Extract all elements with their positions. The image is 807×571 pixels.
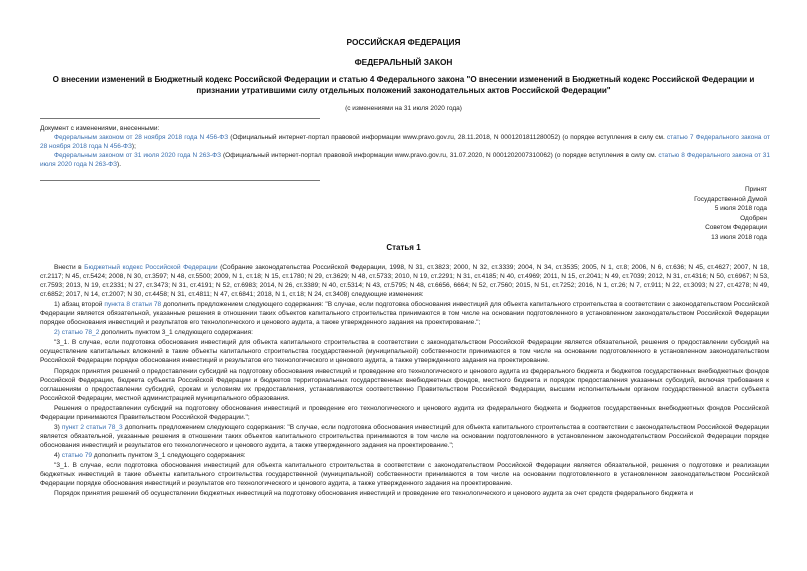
article-78-3-link[interactable]: пункт 2 статьи 78_3 xyxy=(61,423,123,431)
paragraph xyxy=(40,423,769,450)
amendment-link-456fz-art7[interactable]: статью 7 Федерального закона от 28 ноября 2018 года N 456-ФЗ xyxy=(40,134,770,150)
amendment-text: (Официальный интернет-портал правовой информации www.pravo.gov.ru, 31.07.2020, N 0001202007310062) (о порядке вступления в силу см. xyxy=(221,152,659,159)
amendment-link-263fz-art8[interactable]: статью 8 Федерального закона от 31 июля 2020 года N 263-ФЗ xyxy=(40,152,770,168)
edition-note: (с изменениями на 31 июля 2020 года) xyxy=(345,105,462,112)
paragraph: Порядок принятия решений об осуществлении бюджетных инвестиций на подготовку обоснования инвестиций и проведение его технологического и ценового аудита за счет средств федерального бюджета и xyxy=(54,490,694,498)
article-body xyxy=(40,263,769,499)
amendment-end: ). xyxy=(117,161,122,168)
paragraph xyxy=(40,451,769,460)
amendment-link-456fz[interactable]: Федеральным законом от 28 ноября 2018 года N 456-ФЗ xyxy=(54,134,229,141)
paragraph: Решения о предоставлении субсидий на подготовку обоснования инвестиций и проведение его технологического и ценового аудита из федерального бюджета и бюджетов государственных внебюджетных фондов Российской Федерации принимаются Правительством Российской Федерации."; xyxy=(40,404,769,421)
amendment-link-263fz[interactable]: Федеральным законом от 31 июля 2020 года N 263-ФЗ xyxy=(54,152,222,159)
paragraph-text: дополнить пунктом 3_1 следующего содержания: xyxy=(92,451,246,459)
law-type-heading: ФЕДЕРАЛЬНЫЙ ЗАКОН xyxy=(354,57,453,67)
amendments-block xyxy=(40,124,770,169)
paragraph-text: (Собрание законодательства Российской Федерации, 1998, N 31, ст.3823; 2000, N 32, ст.3339; 2004, N 34, ст.3535; 2005, N 1, ст.8; 2006, N 6, ст.636; N 45, ст.4627; 2007, N 18, ст.2117; N 45, ст.5424; 2008, N 30, ст.3597; N 48, ст.5500; 2009, N 1, ст.18; N 15, ст.1780; N 29, ст.3629; N 48, ст.5733; 2010, N 19, ст.2291; N 31, ст.4185; N 40, ст.4969; 2011, N 15, ст.2041; N 49, ст.7039; 2012, N 31, ст.4316; N 50, ст.6967; N 53, ст.7593; 2013, N 19, ст.2331; N 27, ст.3473; N 31, ст.4191; N 52, ст.6983; 2014, N 26, ст.3389; N 40, ст.5314; N 43, ст.5795; N 48, ст.6656, 6664; N 52, ст.7560; 2015, N 51, ст.7252; 2016, N 1, ст.26; N 7, ст.911; N 22, ст.3093; N 27, ст.4278; N 49, ст.6852; 2017, N 14, ст.2007; N 30, ст.4458; N 31, ст.4811; N 47, ст.6841; 2018, N 1, ст.18; N 24, ст.3408) следующие изменения: xyxy=(40,264,770,299)
paragraph-text: дополнить пунктом 3_1 следующего содержания: xyxy=(99,329,253,337)
paragraph: "3_1. В случае, если подготовка обоснования инвестиций для объекта капитального строительства в соответствии с законодательством Российской Федерации является обязательной, решения о подготовке и реализации бюджетных инвестиций в такие объекты капитального строительства государственной (муниципальной) собственности принимаются в том числе на основании подготовленного в установленном законодательством Российской Федерации порядке обоснования инвестиций и результатов его технологического и ценового аудита, а также утвержденного задания на проектирование. xyxy=(40,461,769,488)
paragraph xyxy=(40,328,769,337)
adoption-line: 5 июля 2018 года xyxy=(714,205,767,212)
adoption-line: Советом Федерации xyxy=(705,224,767,231)
law-title: О внесении изменений в Бюджетный кодекс Российской Федерации и статью 4 Федерального закона "О внесении изменений в Бюджетный кодекс Российской Федерации и признании утратившими силу отдельных положений законодательных актов Российской Федерации" xyxy=(52,75,755,95)
paragraph-text: 1) абзац второй xyxy=(54,301,105,309)
amendment-item-1 xyxy=(40,133,770,151)
paragraph xyxy=(40,263,769,299)
paragraph-text: Внести в xyxy=(54,264,85,271)
amendments-intro: Документ с изменениями, внесенными: xyxy=(40,125,160,132)
paragraph-text: 3) xyxy=(54,423,62,431)
adoption-line: Государственной Думой xyxy=(694,195,767,203)
adoption-line: 13 июля 2018 года xyxy=(711,233,767,241)
adoption-line: Принят xyxy=(744,186,767,193)
amendment-end: ); xyxy=(131,143,136,150)
paragraph: Порядок принятия решений о предоставлении субсидий на подготовку обоснования инвестиций и проведение его технологического и ценового аудита из федерального бюджета и бюджетов государственных внебюджетных фондов Российской Федерации, бюджета субъекта Российской Федерации и бюджетов территориальных государственных внебюджетных фондов, местного бюджета и порядок предоставления указанных субсидий, включая требования к соглашениям о предоставлении субсидий, срокам и условиям их предоставления, устанавливаются соответственно Правительством Российской Федерации, высшим исполнительным органом государственной власти субъекта Российской Федерации, местной администрацией муниципального образования. xyxy=(40,367,769,402)
paragraph-text: 4) xyxy=(54,451,62,459)
article-heading: Статья 1 xyxy=(386,243,421,252)
paragraph: "3_1. В случае, если подготовка обоснования инвестиций для объекта капитального строительства в соответствии с законодательством Российской Федерации является обязательной, решения о предоставлении субсидий на осуществление капитальных вложений в такие объекты капитального строительства государственной (муниципальной) собственности принимаются в том числе на основании подготовленного в установленном законодательством Российской Федерации порядке обоснования инвестиций и результатов его технологического и ценового аудита, а также утвержденного задания на проектирование. xyxy=(40,339,769,365)
paragraph-text: дополнить предложением следующего содержания: "В случае, если подготовка обоснования инвестиций для объекта капитального строительства в соответствии с законодательством Российской Федерации является обязательной, указанные решения в отношении таких объектов капитального строительства принимаются в том числе на основании подготовленного в установленном законодательством Российской Федерации порядке обоснования инвестиций и результатов его технологического и ценового аудита, а также утвержденного задания на проектирование."; xyxy=(40,301,769,327)
paragraph xyxy=(40,300,769,327)
paragraph-text: дополнить предложением следующего содержания: "В случае, если подготовка обоснования инвестиций для объекта капитального строительства в соответствии с законодательством Российской Федерации является обязательной, указанные решения в отношении таких объектов капитального строительства принимаются в том числе на основании подготовленного в установленном законодательством Российской Федерации порядке обоснования инвестиций и результатов его технологического и ценового аудита, а также утвержденного задания на проектирование."; xyxy=(40,423,769,449)
article-78-link[interactable]: пункта 8 статьи 78 xyxy=(104,301,162,309)
divider-top xyxy=(40,118,320,119)
adoption-block xyxy=(694,185,767,242)
article-79-link[interactable]: статью 79 xyxy=(61,451,93,459)
amendment-text: (Официальный интернет-портал правовой информации www.pravo.gov.ru, 28.11.2018, N 0001201811280052) (о порядке вступления в силу см. xyxy=(228,134,667,141)
budget-code-link[interactable]: Бюджетный кодекс Российской Федерации xyxy=(84,264,218,271)
country-heading: РОССИЙСКАЯ ФЕДЕРАЦИЯ xyxy=(346,37,461,47)
adoption-line: Одобрен xyxy=(740,214,767,222)
amendment-item-2 xyxy=(40,151,770,169)
divider-bottom xyxy=(40,180,320,181)
article-78-2-link[interactable]: 2) статью 78_2 xyxy=(54,329,100,337)
